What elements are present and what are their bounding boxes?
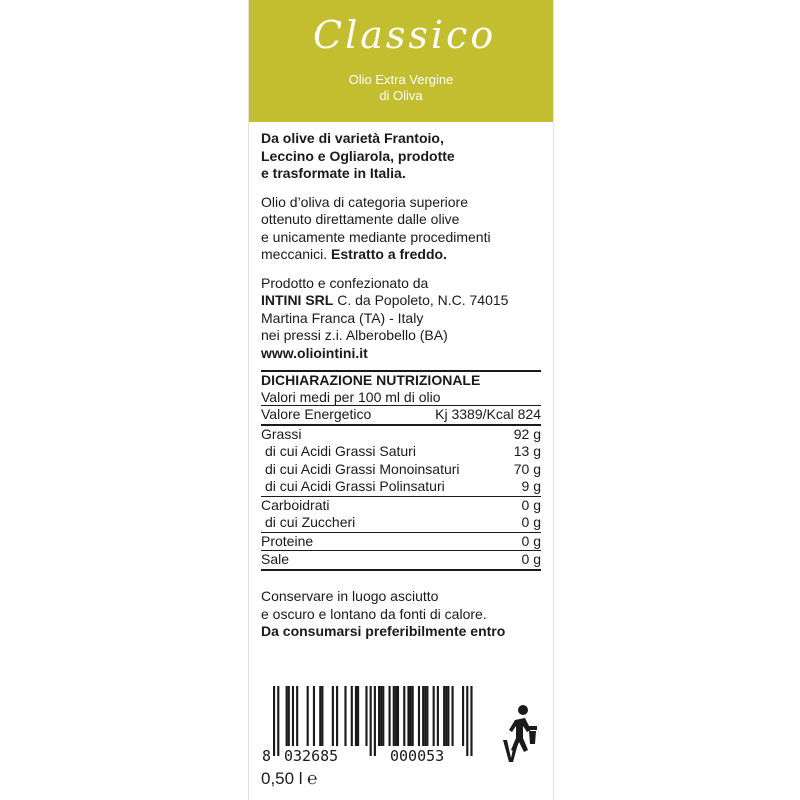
- barcode-bar: [357, 686, 359, 746]
- producer-city: Martina Franca (TA) - Italy: [261, 309, 424, 326]
- nutrition-label: Sale: [261, 551, 290, 567]
- barcode-bar: [403, 686, 405, 746]
- barcode-bar: [288, 686, 290, 746]
- barcode-bar: [351, 686, 353, 746]
- barcode-bar: [393, 686, 395, 746]
- nutrition-value: 9 g: [521, 478, 541, 494]
- nutrition-label: di cui Zuccheri: [265, 514, 356, 530]
- origin-line: e trasformate in Italia.: [261, 165, 406, 181]
- barcode-bar: [407, 686, 409, 746]
- barcode-bar: [395, 686, 397, 746]
- nutrition-label: di cui Acidi Grassi Polinsaturi: [265, 478, 445, 494]
- barcode-bar: [380, 686, 382, 746]
- storage-line: Conservare in luogo asciutto: [261, 588, 439, 604]
- barcode-bar: [307, 686, 309, 746]
- barcode-bar: [332, 686, 334, 746]
- product-name-line-1: Olio Extra Vergine: [348, 72, 454, 87]
- producer-company: INTINI SRL: [261, 292, 334, 308]
- category-line: [261, 246, 545, 264]
- barcode-bar: [365, 686, 367, 746]
- nutrition-label: Carboidrati: [261, 496, 330, 513]
- origin-line: Da olive di varietà Frantoio,: [261, 130, 444, 146]
- producer-address: C. da Popoleto, N.C. 74015: [333, 292, 509, 308]
- nutrition-label: Grassi: [261, 425, 302, 442]
- barcode-bar: [336, 686, 338, 746]
- barcode-first-digit: 8: [262, 747, 272, 765]
- producer-website: www.oliointini.it: [261, 344, 368, 361]
- barcode-bar: [433, 686, 435, 746]
- product-name-line-2: di Oliva: [379, 88, 423, 103]
- producer-info: [261, 275, 545, 363]
- barcode-bar: [321, 686, 323, 746]
- barcode-left-group: 032685: [284, 747, 339, 765]
- product-name: [249, 72, 553, 104]
- barcode-bar: [313, 686, 315, 746]
- label-body: [261, 130, 545, 373]
- nutrition-value: Kj 3389/Kcal 824: [435, 406, 541, 422]
- storage-instructions: [261, 588, 545, 641]
- barcode-bar: [378, 686, 380, 746]
- barcode-bar: [410, 686, 412, 746]
- nutrition-row-polyunsaturated: [261, 478, 541, 496]
- barcode-bar: [286, 686, 288, 746]
- nutrition-row-carbs: [261, 497, 541, 515]
- storage-line: e oscuro e lontano da fonti di calore.: [261, 605, 487, 622]
- barcode-bar: [437, 686, 439, 746]
- nutrition-value: 13 g: [513, 443, 541, 459]
- category-line: Olio d’oliva di categoria superiore: [261, 193, 468, 210]
- nutrition-label: Valore Energetico: [261, 406, 372, 422]
- barcode-bar: [389, 686, 391, 746]
- barcode-bar: [426, 686, 428, 746]
- barcode-bar: [344, 686, 346, 746]
- product-label: [248, 0, 554, 800]
- barcode-bar: [355, 686, 357, 746]
- label-header: [249, 0, 553, 122]
- cold-extracted-note: Estratto a freddo.: [331, 246, 447, 262]
- category-line: ottenuto direttamente dalle olive: [261, 211, 460, 227]
- barcode-bar: [296, 686, 298, 746]
- nutrition-row-energy: [261, 406, 541, 424]
- producer-intro: Prodotto e confezionato da: [261, 274, 429, 291]
- nutrition-value: 70 g: [513, 460, 541, 477]
- nutrition-row-saturated: [261, 443, 541, 461]
- category-statement: [261, 194, 545, 264]
- origin-line: Leccino e Ogliarola, prodotte: [261, 147, 455, 164]
- barcode-bar: [319, 686, 321, 746]
- barcode-bar: [452, 686, 454, 746]
- barcode-bar: [397, 686, 399, 746]
- producer-address-line: [261, 292, 545, 310]
- nutrition-value: 92 g: [513, 425, 541, 442]
- nutrition-table: [261, 370, 541, 571]
- origin-statement: [261, 130, 545, 183]
- nutrition-row-salt: [261, 551, 541, 569]
- brand-logo: Classico: [313, 13, 497, 57]
- nutrition-row-protein: [261, 533, 541, 551]
- barcode-bar: [445, 686, 447, 746]
- nutrition-subtitle: Valori medi per 100 ml di olio: [261, 389, 441, 405]
- nutrition-row-monounsaturated: [261, 461, 541, 479]
- barcode-bar: [443, 686, 445, 746]
- category-line: e unicamente mediante procedimenti: [261, 228, 491, 245]
- nutrition-label: di cui Acidi Grassi Monoinsaturi: [265, 460, 460, 477]
- barcode-bar: [418, 686, 420, 746]
- nutrition-title: DICHIARAZIONE NUTRIZIONALE: [261, 372, 481, 388]
- net-volume: 0,50 l ℮: [261, 769, 318, 788]
- nutrition-label: di cui Acidi Grassi Saturi: [265, 443, 416, 459]
- producer-location: nei pressi z.i. Alberobello (BA): [261, 327, 448, 343]
- barcode-bar: [422, 686, 424, 746]
- barcode-bar: [382, 686, 384, 746]
- barcode-bar: [424, 686, 426, 746]
- nutrition-row-fat: [261, 426, 541, 444]
- barcode: [261, 686, 501, 766]
- nutrition-value: 0 g: [521, 514, 541, 530]
- barcode-right-group: 000053: [390, 747, 445, 765]
- nutrition-value: 0 g: [521, 532, 541, 549]
- barcode-bar: [412, 686, 414, 746]
- nutrition-value: 0 g: [521, 551, 541, 567]
- barcode-bar: [292, 686, 294, 746]
- barcode-digits: [261, 746, 501, 766]
- nutrition-bottom-rule: [261, 569, 541, 571]
- nutrition-label: Proteine: [261, 532, 314, 549]
- barcode-bar: [462, 686, 464, 746]
- best-before: Da consumarsi preferibilmente entro: [261, 623, 506, 639]
- nutrition-value: 0 g: [521, 496, 541, 513]
- nutrition-row-sugars: [261, 514, 541, 532]
- tidyman-recycle-icon: [501, 698, 541, 764]
- category-line-text: meccanici.: [261, 246, 332, 262]
- barcode-bar: [447, 686, 449, 746]
